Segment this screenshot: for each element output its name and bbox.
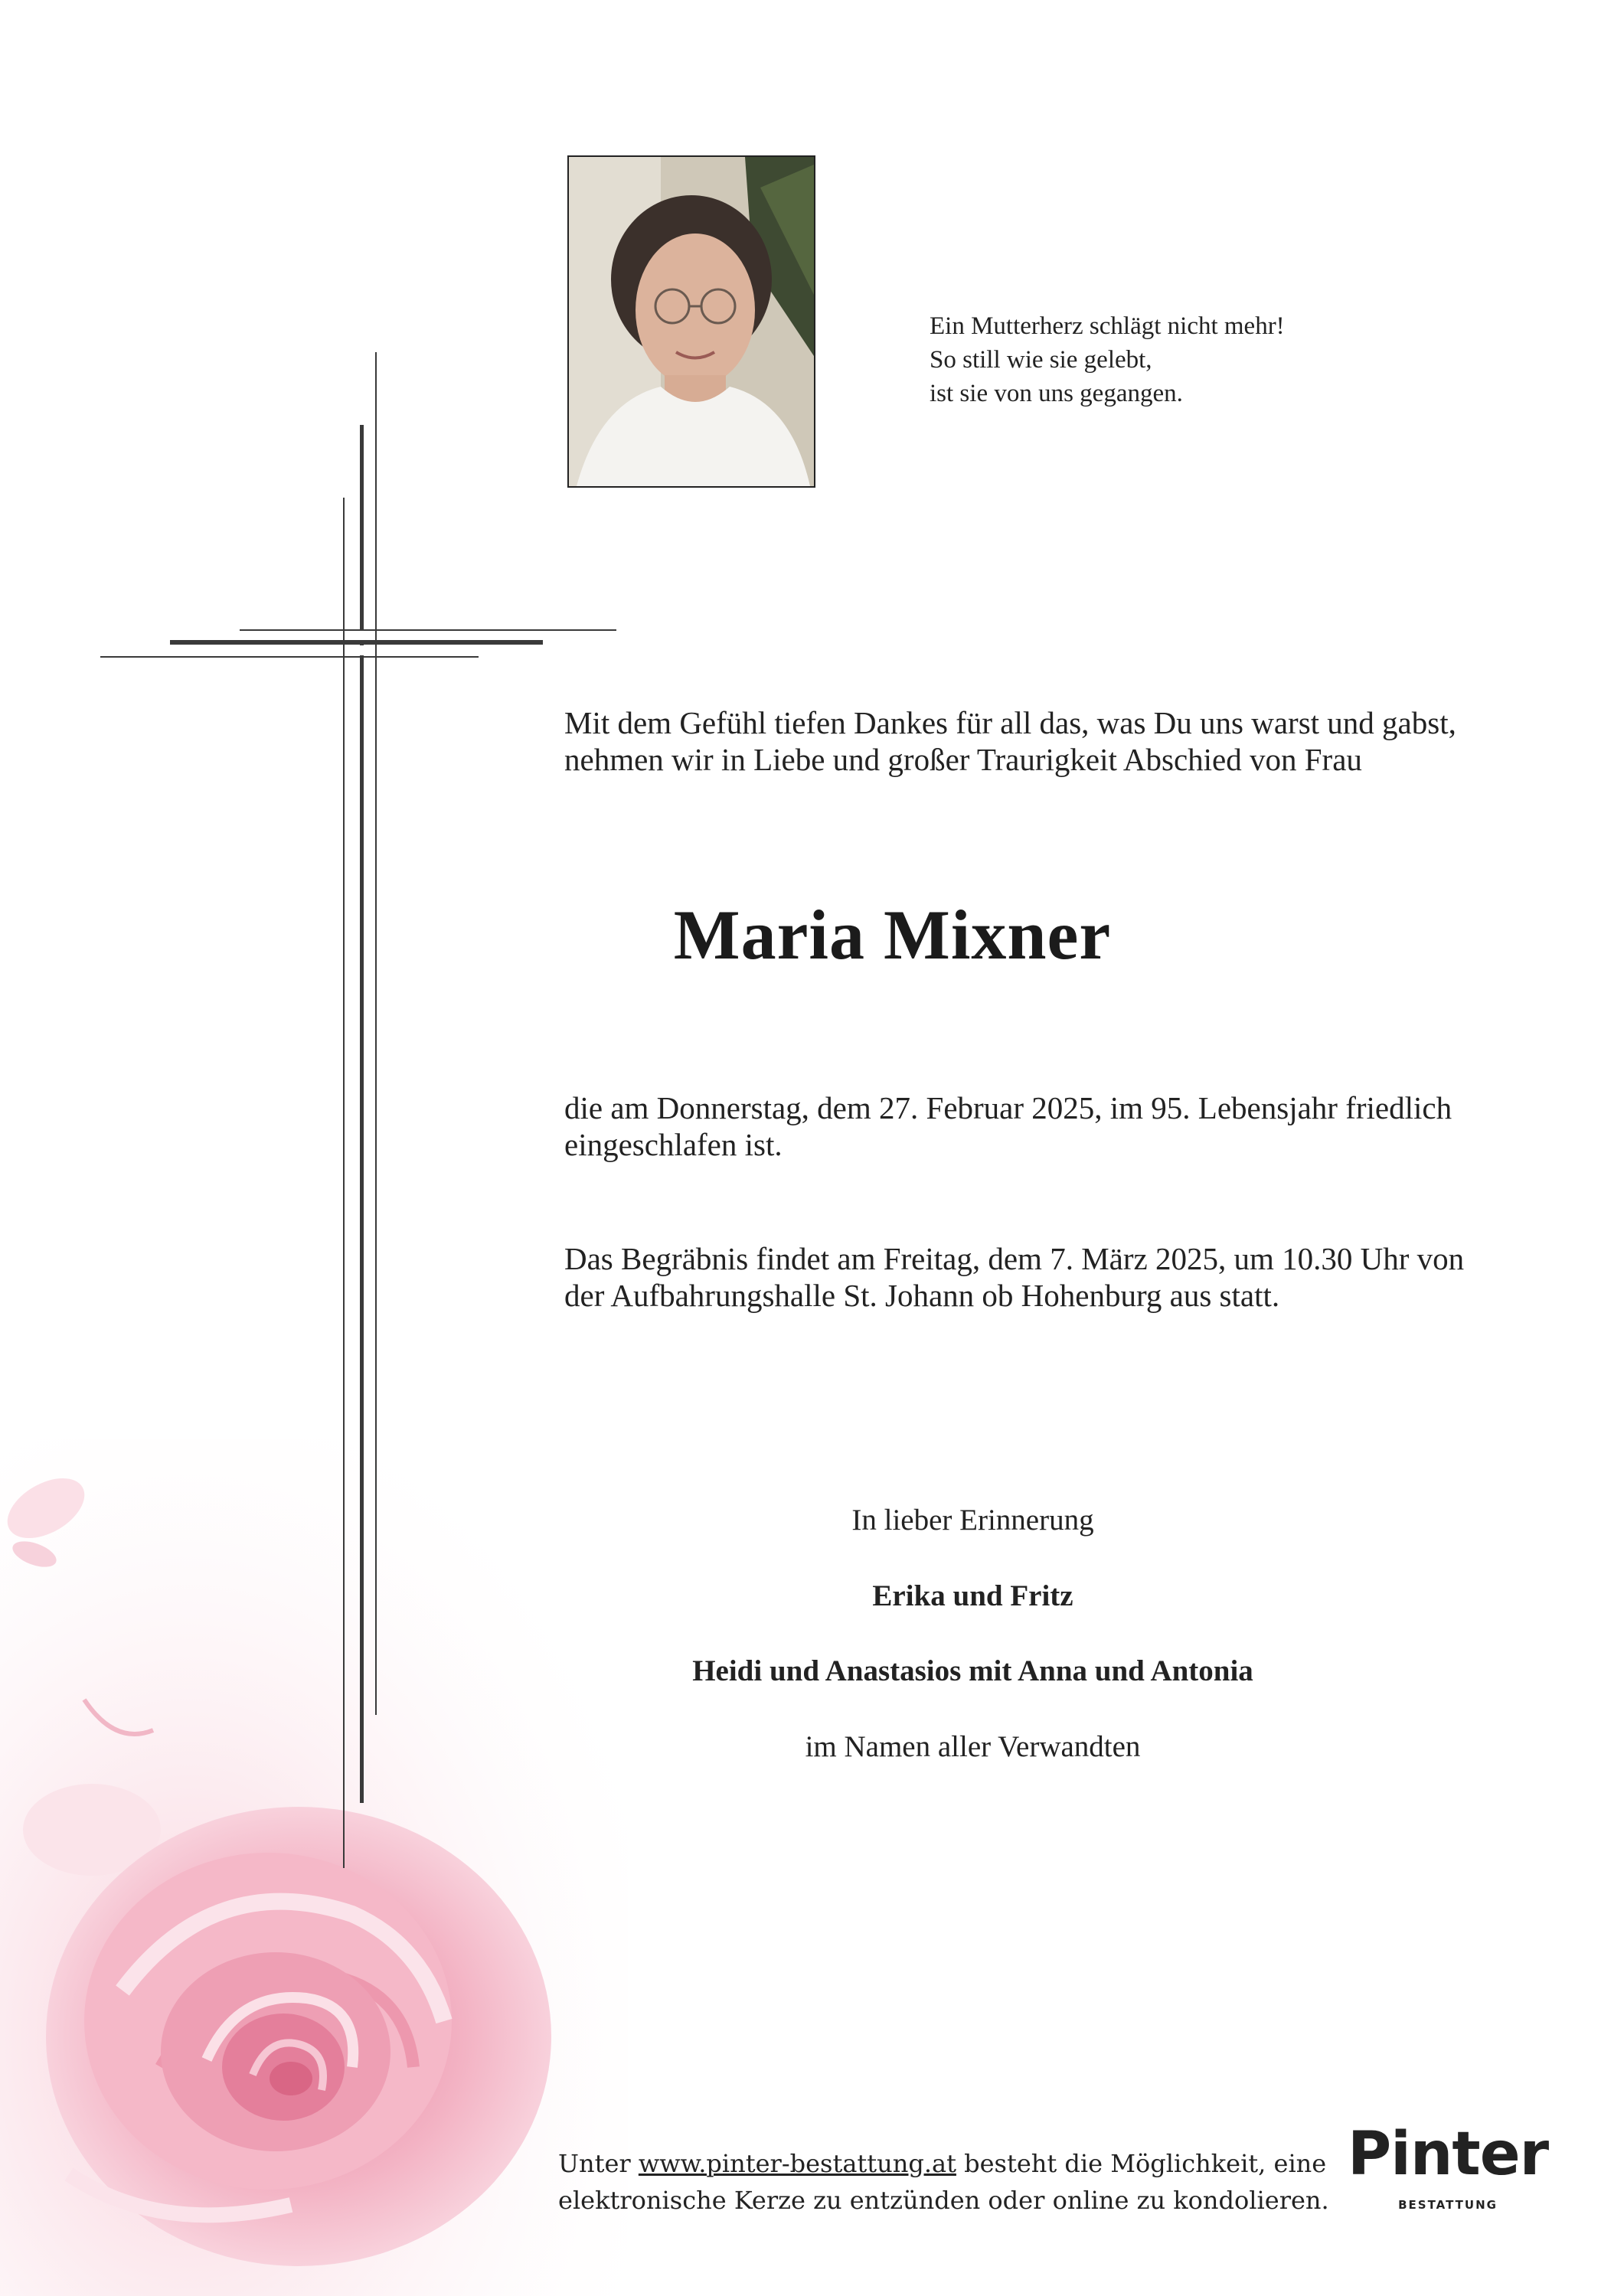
memorial-quote bbox=[930, 309, 1285, 410]
mourners-closing: im Namen aller Verwandten bbox=[805, 1730, 1141, 1763]
funeral-notice: Das Begräbnis findet am Freitag, dem 7. März 2025, um 10.30 Uhr von der Aufbahrungshalle St. Johann ob Hohenburg aus statt. bbox=[564, 1241, 1465, 1313]
rose-decoration bbox=[0, 1439, 628, 2296]
intro-paragraph: Mit dem Gefühl tiefen Dankes für all das, was Du uns warst und gabst, nehmen wir in Liebe und großer Traurigkeit Abschied von Frau bbox=[564, 705, 1456, 777]
quote-line-2: So still wie sie gelebt, bbox=[930, 346, 1152, 374]
footer-suffix: besteht die Möglichkeit, eine bbox=[956, 2149, 1327, 2178]
deceased-name: Maria Mixner bbox=[673, 896, 1112, 974]
condolence-footer bbox=[558, 2145, 1329, 2219]
footer-prefix: Unter bbox=[558, 2149, 639, 2178]
pinter-logo bbox=[1348, 2120, 1549, 2212]
logo-brand: Pinter bbox=[1348, 2120, 1549, 2189]
death-notice: die am Donnerstag, dem 27. Februar 2025, im 95. Lebensjahr friedlich eingeschlafen ist. bbox=[564, 1090, 1452, 1162]
quote-line-3: ist sie von uns gegangen. bbox=[930, 380, 1183, 407]
logo-subtitle: BESTATTUNG bbox=[1398, 2198, 1498, 2212]
mourners-line-2: Heidi und Anastasios mit Anna und Antonia bbox=[692, 1654, 1253, 1687]
portrait-photo bbox=[567, 155, 815, 488]
mourners-line-1: Erika und Fritz bbox=[872, 1579, 1073, 1612]
mourners-intro: In lieber Erinnerung bbox=[851, 1504, 1094, 1537]
website-link[interactable]: www.pinter-bestattung.at bbox=[638, 2149, 956, 2178]
quote-line-1: Ein Mutterherz schlägt nicht mehr! bbox=[930, 312, 1285, 340]
footer-line-2: elektronische Kerze zu entzünden oder online zu kondolieren. bbox=[558, 2186, 1329, 2215]
